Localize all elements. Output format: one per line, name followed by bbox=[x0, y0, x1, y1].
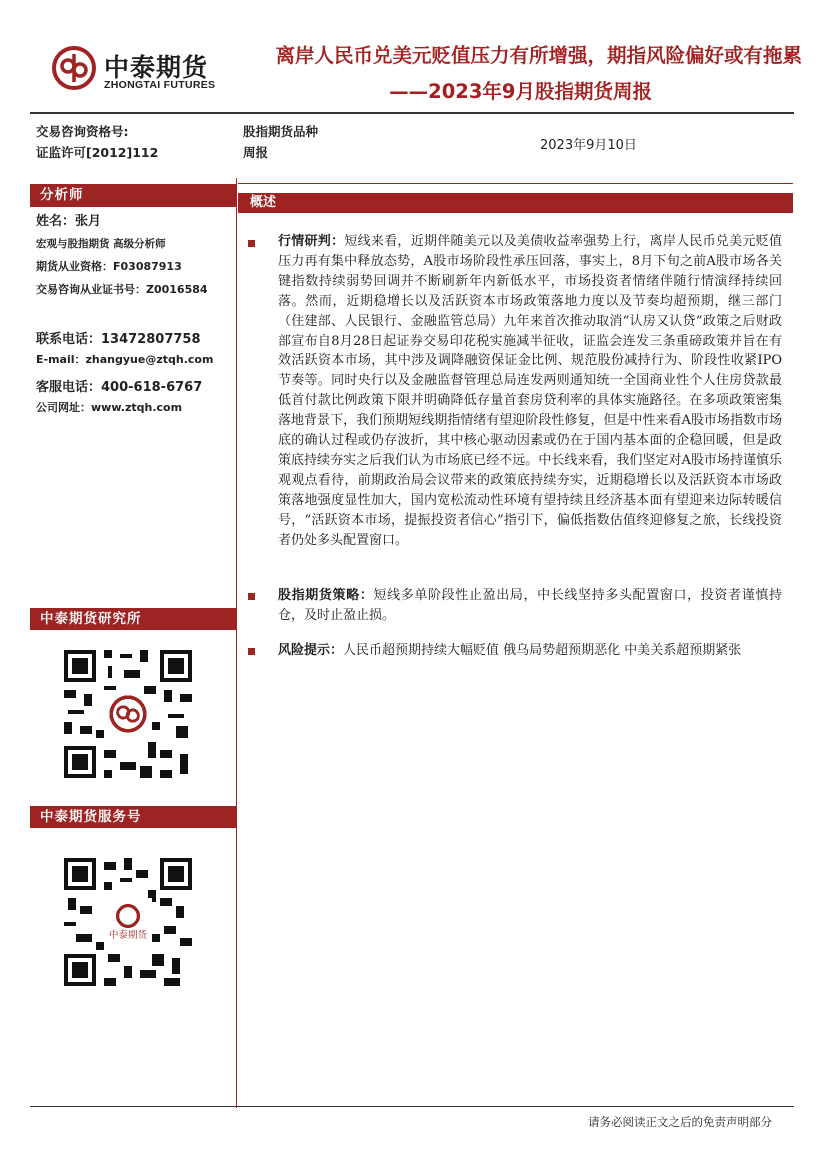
bullet-icon bbox=[248, 648, 255, 655]
risk-paragraph bbox=[278, 641, 782, 661]
strategy-paragraph bbox=[278, 586, 782, 626]
report-date: 2023年9月10日 bbox=[540, 138, 637, 153]
license-number: 证监许可[2012]112 bbox=[36, 145, 159, 160]
service-account-header: 中泰期货服务号 bbox=[30, 806, 236, 828]
market-analysis-label: 行情研判： bbox=[278, 234, 345, 249]
overview-top-rule bbox=[238, 183, 793, 184]
service-qr-code-icon bbox=[60, 854, 196, 990]
logo-chinese-name: 中泰期货 bbox=[104, 53, 209, 82]
analyst-name: 姓名：张月 bbox=[36, 214, 102, 229]
bullet-icon bbox=[248, 240, 255, 247]
column-divider bbox=[236, 178, 237, 1108]
qr-brand-label: 中泰期货 bbox=[108, 930, 148, 941]
analyst-role: 宏观与股指期货 高级分析师 bbox=[36, 238, 166, 250]
service-phone: 客服电话：400-618-6767 bbox=[36, 380, 203, 395]
market-analysis-paragraph bbox=[278, 232, 782, 551]
risk-label: 风险提示： bbox=[278, 643, 344, 658]
logo-english-name: ZHONGTAI FUTURES bbox=[104, 79, 216, 91]
footer-rule bbox=[30, 1106, 794, 1107]
qualification-label: 交易咨询资格号: bbox=[36, 124, 129, 139]
bullet-icon bbox=[248, 593, 255, 600]
risk-text: 人民币超预期持续大幅贬值 俄乌局势超预期恶化 中美关系超预期紧张 bbox=[343, 643, 742, 658]
futures-qualification: 期货从业资格：F03087913 bbox=[36, 260, 182, 273]
research-qr-code-icon bbox=[60, 646, 196, 782]
contact-email[interactable]: E-mail：zhangyue@ztqh.com bbox=[36, 353, 214, 366]
report-title: 离岸人民币兑美元贬值压力有所增强，期指风险偏好或有拖累 bbox=[275, 44, 802, 67]
market-analysis-text: 短线来看，近期伴随美元以及美债收益率强势上行，离岸人民币兑美元贬值压力再有集中释放态势，A股市场阶段性承压回落，事实上，8月下旬之前A股市场各关键指数持续弱势回调并不断刷新年内新低水平，市场投资者情绪伴随行情演绎持续回落。然而，近期稳增长以及活跃资本市场政策落地力度以及节奏均超预期，继三部门（住建部、人民银行、金融监管总局）九年来首次推动取消“认房又认贷”政策之后财政部宣布自8月28日起证券交易印花税实施减半征收，证监会连发三条重磅政策并旨在有效活跃资本市场，其中涉及调降融资保证金比例、规范股份减持行为、阶段性收紧IPO节奏等。同时央行以及金融监督管理总局连发两则通知统一全国商业性个人住房贷款最低首付款比例政策下限并明确降低存量首套房贷利率的具体实施路径。在多项政策密集落地背景下，我们预期短线期指情绪有望迎阶段性修复，但是中性来看A股市场指数市场底的确认过程或仍存波折，其中核心驱动因素或仍在于国内基本面的企稳回暖，但是政策底持续夯实之后我们认为市场底已经不远。中长线来看，我们坚定对A股市场持谨慎乐观观点看待，前期政治局会议带来的政策底持续夯实，近期稳增长以及活跃资本市场政策落地强度显性加大，国内宽松流动性环境有望持续且经济基本面有望迎来边际转暖信号，“活跃资本市场，提振投资者信心”指引下，偏低指数估值终迎修复之旅，长线投资者仍处多头配置窗口。 bbox=[278, 234, 782, 548]
report-type: 周报 bbox=[243, 145, 269, 160]
company-logo-icon bbox=[52, 46, 96, 90]
trading-qualification: 交易咨询从业证书号：Z0016584 bbox=[36, 283, 208, 296]
report-subtitle: ——2023年9月股指期货周报 bbox=[389, 80, 652, 103]
disclaimer-note: 请务必阅读正文之后的免责声明部分 bbox=[588, 1115, 772, 1129]
product-category: 股指期货品种 bbox=[243, 124, 319, 139]
analyst-header: 分析师 bbox=[30, 184, 236, 206]
overview-header: 概述 bbox=[238, 193, 793, 213]
strategy-text: 短线多单阶段性止盈出局，中长线坚持多头配置窗口，投资者谨慎持仓，及时止盈止损。 bbox=[278, 588, 782, 623]
research-institute-header: 中泰期货研究所 bbox=[30, 608, 236, 630]
header-rule bbox=[30, 112, 794, 114]
company-website[interactable]: 公司网址：www.ztqh.com bbox=[36, 401, 183, 414]
analyst-rule bbox=[30, 206, 236, 207]
contact-phone: 联系电话：13472807758 bbox=[36, 332, 201, 347]
strategy-label: 股指期货策略： bbox=[278, 588, 374, 603]
